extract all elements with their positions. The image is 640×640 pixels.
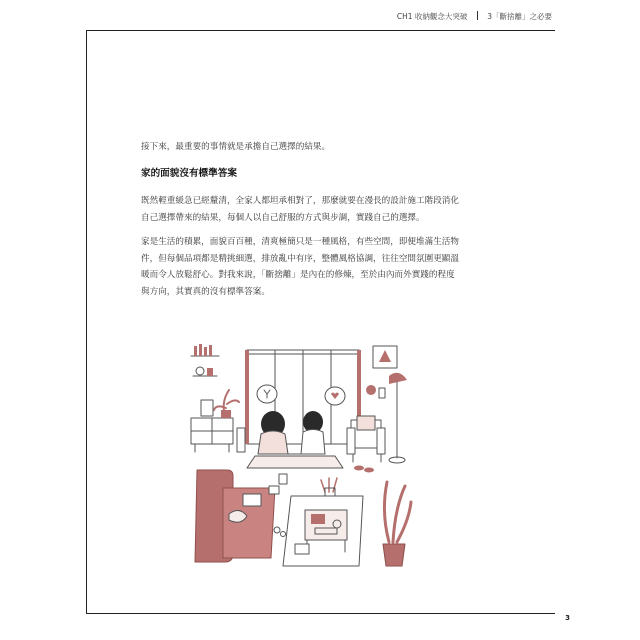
section-title: 3「斷捨離」之必要 xyxy=(487,12,552,21)
dresser xyxy=(191,390,245,452)
two-people xyxy=(258,411,325,454)
running-head xyxy=(0,11,552,22)
chapter-title: CH1 收納觀念大突破 xyxy=(396,12,468,21)
wall-art xyxy=(373,346,397,368)
living-room-illustration xyxy=(183,338,423,578)
floor-plant xyxy=(383,482,411,566)
section-heading: 家的面貌沒有標準答案 xyxy=(141,168,237,179)
running-head-divider xyxy=(477,11,478,20)
page-number: 3 xyxy=(565,614,570,622)
coffee-table xyxy=(283,478,363,566)
paragraph-2: 家是生活的積累，面貌百百種，清爽極簡只是一種風格，有些空間，即便堆滿生活物件，但每個品項都是精挑細選，排放亂中有序，整體風格協調，往往空間氛圍更顯溫暖而令人放鬆舒心。對我來說，「斷捨離」是內在的修煉，至於由內而外實踐的程度與方向，其實真的沒有標準答案。 xyxy=(141,237,459,297)
wall-shelf xyxy=(191,344,219,376)
speech-bubbles xyxy=(257,385,345,405)
intro-text: 接下來，最重要的事情就是承擔自己選擇的結果。 xyxy=(141,142,331,152)
sofa xyxy=(195,470,279,562)
armchair xyxy=(347,373,407,463)
paragraph-1: 既然輕重緩急已經釐清，全家人都坦承相對了，那麼就要在漫長的設計施工階段消化自己選擇帶來的結果，每個人以自己舒服的方式與步調，實踐自己的選擇。 xyxy=(141,196,459,223)
